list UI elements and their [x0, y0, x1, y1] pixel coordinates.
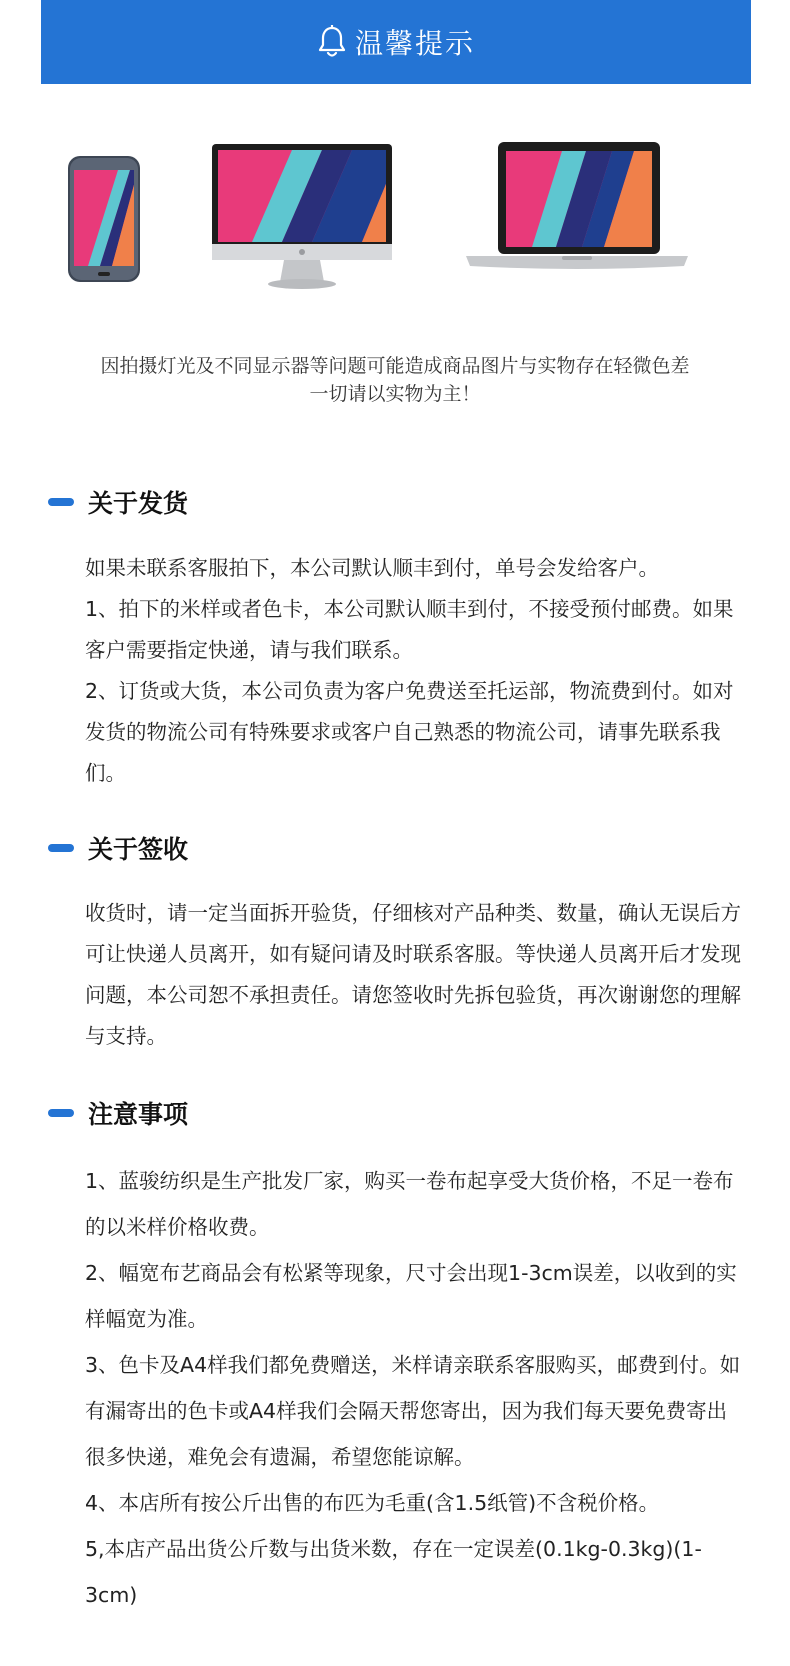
paragraph: 如果未联系客服拍下，本公司默认顺丰到付，单号会发给客户。: [85, 556, 659, 580]
disclaimer-line2: 一切请以实物为主！: [309, 383, 481, 405]
section-title: 注意事项: [88, 1100, 189, 1129]
paragraph: 3、色卡及A4样我们都免费赠送，米样请亲联系客服购买，邮费到付。如有漏寄出的色卡或A4样我们会隔天帮您寄出，因为我们每天要免费寄出很多快递，难免会有遗漏，希望您能谅解。: [85, 1353, 741, 1469]
paragraph: 4、本店所有按公斤出售的布匹为毛重(含1.5纸管)不含税价格。: [85, 1491, 660, 1515]
paragraph: 1、蓝骏纺织是生产批发厂家，购买一卷布起享受大货价格，不足一卷布的以米样价格收费。: [85, 1169, 734, 1239]
section-marker: [48, 844, 74, 852]
section-title: 关于签收: [88, 835, 189, 864]
header-banner: [41, 0, 751, 84]
section-title: 关于发货: [88, 489, 189, 518]
disclaimer-line1: 因拍摄灯光及不同显示器等问题可能造成商品图片与实物存在轻微色差: [100, 355, 690, 377]
section-marker: [48, 1109, 74, 1117]
section-notes-body: [85, 1158, 745, 1618]
paragraph: 2、订货或大货，本公司负责为客户免费送至托运部，物流费到付。如对发货的物流公司有特殊要求或客户自己熟悉的物流公司，请事先联系我们。: [85, 679, 734, 785]
paragraph: 2、幅宽布艺商品会有松紧等现象，尺寸会出现1-3cm误差，以收到的实样幅宽为准。: [85, 1261, 737, 1331]
section-notes-heading: [48, 1095, 188, 1131]
device-illustration: [0, 140, 790, 310]
section-shipping-body: [85, 548, 745, 794]
desktop-monitor-image: [212, 144, 392, 294]
section-receipt-heading: [48, 830, 188, 866]
paragraph: 收货时，请一定当面拆开验货，仔细核对产品种类、数量，确认无误后方可让快递人员离开，如有疑问请及时联系客服。等快递人员离开后才发现问题，本公司恕不承担责任。请您签收时先拆包验货，再次谢谢您的理解与支持。: [85, 901, 741, 1048]
banner-title: 温馨提示: [354, 27, 475, 60]
section-shipping-heading: [48, 484, 188, 520]
paragraph: 1、拍下的米样或者色卡，本公司默认顺丰到付，不接受预付邮费。如果客户需要指定快递，请与我们联系。: [85, 597, 734, 662]
color-disclaimer: [0, 352, 790, 408]
section-marker: [48, 498, 74, 506]
bell-icon: [317, 25, 347, 59]
phone-image: [68, 156, 140, 286]
section-receipt-body: [85, 893, 745, 1057]
paragraph: 5,本店产品出货公斤数与出货米数，存在一定误差(0.1kg-0.3kg)(1-3cm): [85, 1537, 702, 1607]
laptop-image: [462, 142, 692, 282]
